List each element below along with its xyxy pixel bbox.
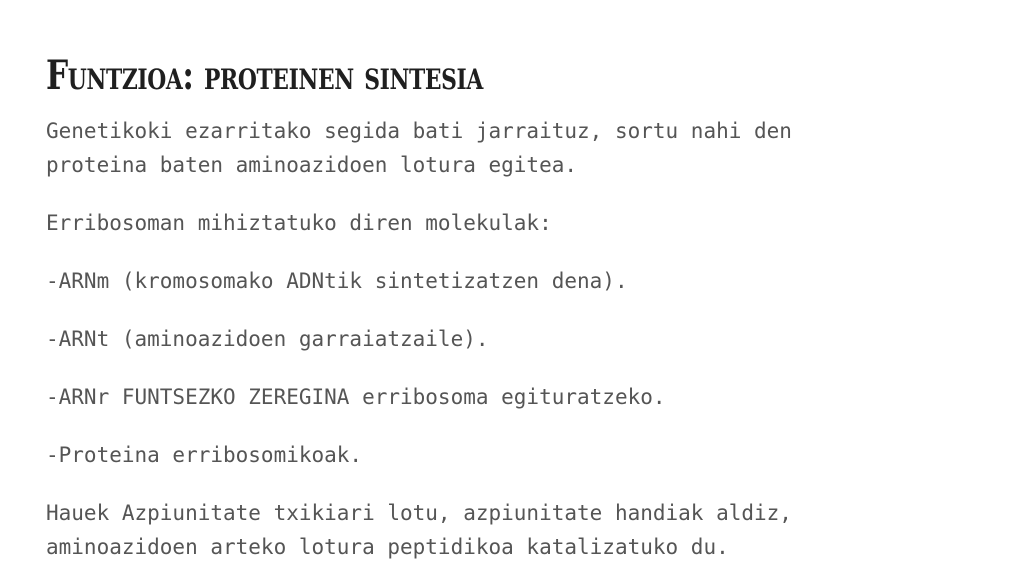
paragraph-subunits [46, 496, 792, 564]
slide-title: Funtzioa: proteinen sintesia [46, 52, 483, 99]
paragraph-function-description [46, 114, 792, 182]
paragraph-line: -Proteina erribosomikoak. [46, 443, 363, 467]
list-item-arnt [46, 322, 489, 356]
paragraph-line: aminoazidoen arteko lotura peptidikoa katalizatuko du. [46, 535, 729, 559]
paragraph-line: proteina baten aminoazidoen lotura egitea. [46, 153, 578, 177]
paragraph-line: -ARNm (kromosomako ADNtik sintetizatzen dena). [46, 269, 628, 293]
paragraph-line: -ARNr FUNTSEZKO ZEREGINA erribosoma egituratzeko. [46, 385, 666, 409]
paragraph-line: Genetikoki ezarritako segida bati jarraituz, sortu nahi den [46, 119, 792, 143]
list-item-arnr [46, 380, 666, 414]
paragraph-line: -ARNt (aminoazidoen garraiatzaile). [46, 327, 489, 351]
paragraph-line: Erribosoman mihiztatuko diren molekulak: [46, 211, 552, 235]
list-item-arnm [46, 264, 628, 298]
list-item-ribosomal-proteins [46, 438, 362, 472]
paragraph-molecules-intro [46, 206, 552, 240]
paragraph-line: Hauek Azpiunitate txikiari lotu, azpiunitate handiak aldiz, [46, 501, 792, 525]
